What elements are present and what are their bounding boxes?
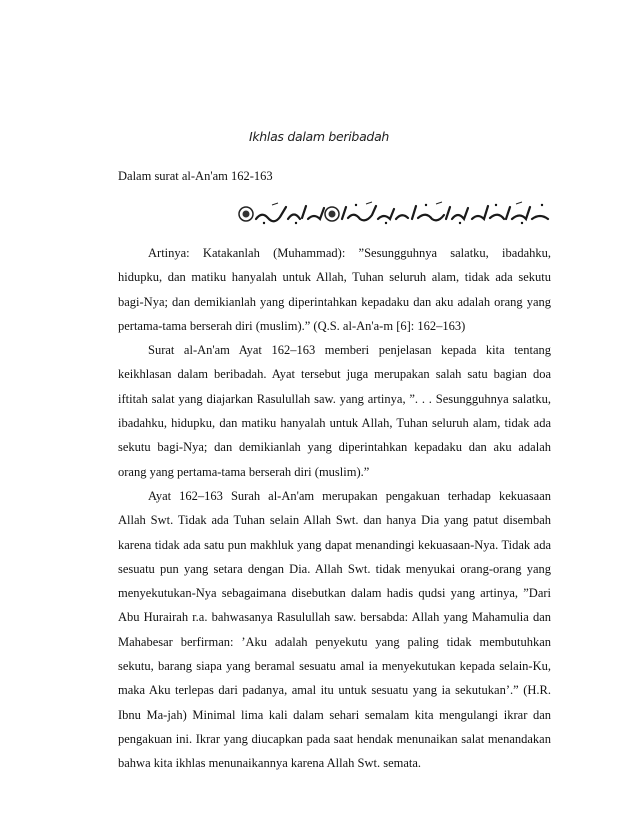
text-line: bagi-Nya; dan demikianlah yang diperintahkan kepadaku dan aku adalah orang yang bbox=[118, 294, 551, 309]
document-body bbox=[118, 241, 551, 776]
document-subtitle: Dalam surat al-An'am 162-163 bbox=[118, 169, 273, 183]
text-line: sesuatu pun yang setara dengan Dia. Allah Swt. tidak menyukai orang-orang yang bbox=[118, 561, 551, 576]
text-line: Mahabesar berfirman: ’Aku adalah penyekutu yang paling tidak membutuhkan bbox=[118, 634, 551, 649]
text-line: Ibnu Ma-jah) Minimal lima kali dalam sehari semalam kita mengulangi ikrar dan bbox=[118, 707, 551, 722]
text-line: keikhlasan dalam beribadah. Ayat tersebut juga merupakan salah satu bagian doa bbox=[118, 367, 551, 382]
arabic-calligraphy-icon bbox=[236, 201, 554, 227]
text-line: pengakuan ini. Ikrar yang diucapkan pada saat hendak menunaikan salat menandakan bbox=[118, 731, 551, 746]
text-line: Artinya: Katakanlah (Muhammad): ”Sesungguhnya salatku, ibadahku, bbox=[148, 246, 551, 260]
text-line: Surat al-An'am Ayat 162–163 memberi penjelasan kepada kita tentang bbox=[148, 343, 551, 358]
text-line: pertama-tama berserah diri (muslim).” (Q.S. al-An'a-m [6]: 162–163) bbox=[118, 318, 466, 333]
paragraph-translation bbox=[118, 241, 551, 338]
arabic-verse-calligraphy bbox=[236, 201, 554, 227]
paragraph-acknowledgement bbox=[118, 484, 551, 776]
text-line: sekutu bagi-Nya; dan demikianlah yang diperintahkan kepadaku dan aku adalah bbox=[118, 440, 551, 455]
text-line: Ayat 162–163 Surah al-An'am merupakan pengakuan terhadap kekuasaan bbox=[148, 488, 551, 503]
text-line: iftitah salat yang diajarkan Rasulullah saw. yang artinya, ”. . . Sesungguhnya salatku, bbox=[118, 391, 551, 406]
text-line: menyekutukan-Nya sebagaimana disebutkan dalam hadis qudsi yang artinya, ”Dari bbox=[118, 586, 551, 601]
text-line: Allah Swt. Tidak ada Tuhan selain Allah Swt. dan hanya Dia yang patut disembah bbox=[118, 513, 551, 528]
text-line: bahwa kita ikhlas menunaikannya karena Allah Swt. semata. bbox=[118, 756, 422, 771]
paragraph-explanation bbox=[118, 338, 551, 484]
text-line: ibadahku, hidupku, dan matiku hanyalah untuk Allah, Tuhan seluruh alam, tidak ada bbox=[118, 416, 551, 431]
text-line: hidupku, dan matiku hanyalah untuk Allah, Tuhan seluruh alam, tidak ada sekutu bbox=[118, 270, 551, 285]
text-line: orang yang pertama-tama berserah diri (muslim).” bbox=[118, 464, 370, 479]
text-line: karena tidak ada satu pun makhluk yang dapat menandingi kekuasaan-Nya. Tidak ada bbox=[118, 537, 551, 552]
document-title: Ikhlas dalam beribadah bbox=[248, 129, 390, 144]
text-line: maka Aku terlepas dari padanya, amal itu untuk sesuatu yang ia sekutukan’.” (H.R. bbox=[118, 683, 551, 698]
text-line: sekutu, barang siapa yang beramal sesuatu amal ia menyekutukan kepada selain-Ku, bbox=[118, 659, 551, 674]
text-line: Abu Hurairah r.a. bahwasanya Rasulullah saw. bersabda: Allah yang Mahamulia dan bbox=[118, 610, 551, 625]
